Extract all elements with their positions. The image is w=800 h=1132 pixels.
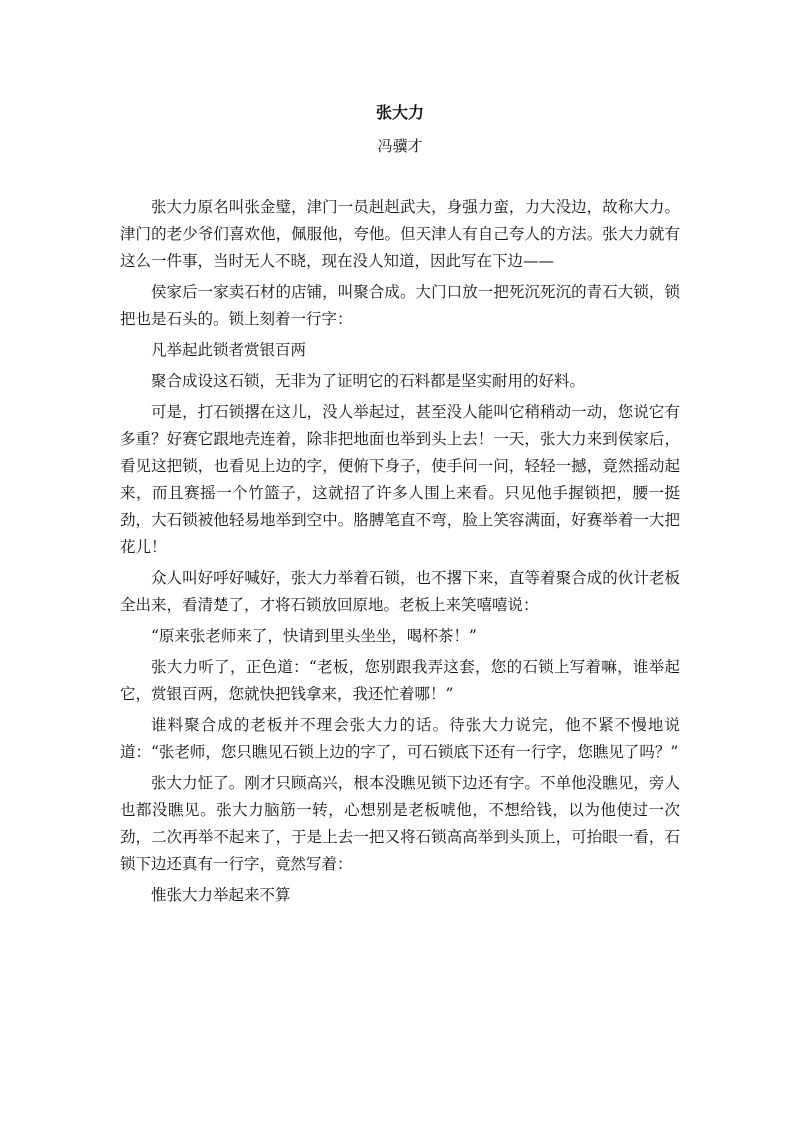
- paragraph-dialogue: “原来张老师来了，快请到里头坐坐，喝杯茶！”: [151, 627, 477, 645]
- paragraph-inscription: 凡举起此锁者赏银百两: [151, 341, 307, 359]
- paragraph: 聚合成设这石锁，无非为了证明它的石料都是坚实耐用的好料。: [151, 372, 586, 390]
- paragraph: 可是，打石锁撂在这儿，没人举起过，甚至没人能叫它稍稍动一动，您说它有多重？好赛它跟地壳连着，除非把地面也举到头上去！一天，张大力来到侯家后，看见这把锁，也看见上边的字，便俯下身子，使手问一问，轻轻一撼，竟然摇动起来，而且赛摇一个竹篮子，这就招了许多人围上来看。只见他手握锁把，腰一挺劲，大石锁被他轻易地举到空中。胳膊笔直不弯，脸上笑容满面，好赛举着一大把花儿！: [120, 403, 680, 556]
- paragraph: 侯家后一家卖石材的店铺，叫聚合成。大门口放一把死沉死沉的青石大锁，锁把也是石头的。锁上刻着一行字：: [120, 283, 680, 328]
- paragraph: 张大力听了，正色道：“老板，您别跟我弄这套，您的石锁上写着嘛，谁举起它，赏银百两，您就快把钱拿来，我还忙着哪！”: [120, 658, 680, 703]
- paragraph-inscription: 惟张大力举起来不算: [151, 886, 291, 904]
- paragraph: 张大力怔了。刚才只顾高兴，根本没瞧见锁下边还有字。不单他没瞧见，旁人也都没瞧见。张大力脑筋一转，心想别是老板唬他，不想给钱，以为他使过一次劲，二次再举不起来了，于是上去一把又将石锁高高举到头顶上，可抬眼一看，石锁下边还真有一行字，竟然写着：: [120, 774, 680, 873]
- document-title: 张大力: [375, 103, 424, 122]
- paragraph: 张大力原名叫张金璧，津门一员赳赳武夫，身强力蛮，力大没边，故称大力。津门的老少爷们喜欢他，佩服他，夸他。但天津人有自己夸人的方法。张大力就有这么一件事，当时无人不晓，现在没人知道，因此写在下边——: [120, 198, 680, 270]
- document-author: 冯骥才: [377, 137, 423, 155]
- document-body: [120, 194, 680, 913]
- paragraph: 谁料聚合成的老板并不理会张大力的话。待张大力说完，他不紧不慢地说道：“张老师，您只瞧见石锁上边的字了，可石锁底下还有一行字，您瞧见了吗？”: [120, 716, 680, 761]
- paragraph: 众人叫好呼好喊好，张大力举着石锁，也不撂下来，直等着聚合成的伙计老板全出来，看清楚了，才将石锁放回原地。老板上来笑嘻嘻说：: [120, 569, 680, 614]
